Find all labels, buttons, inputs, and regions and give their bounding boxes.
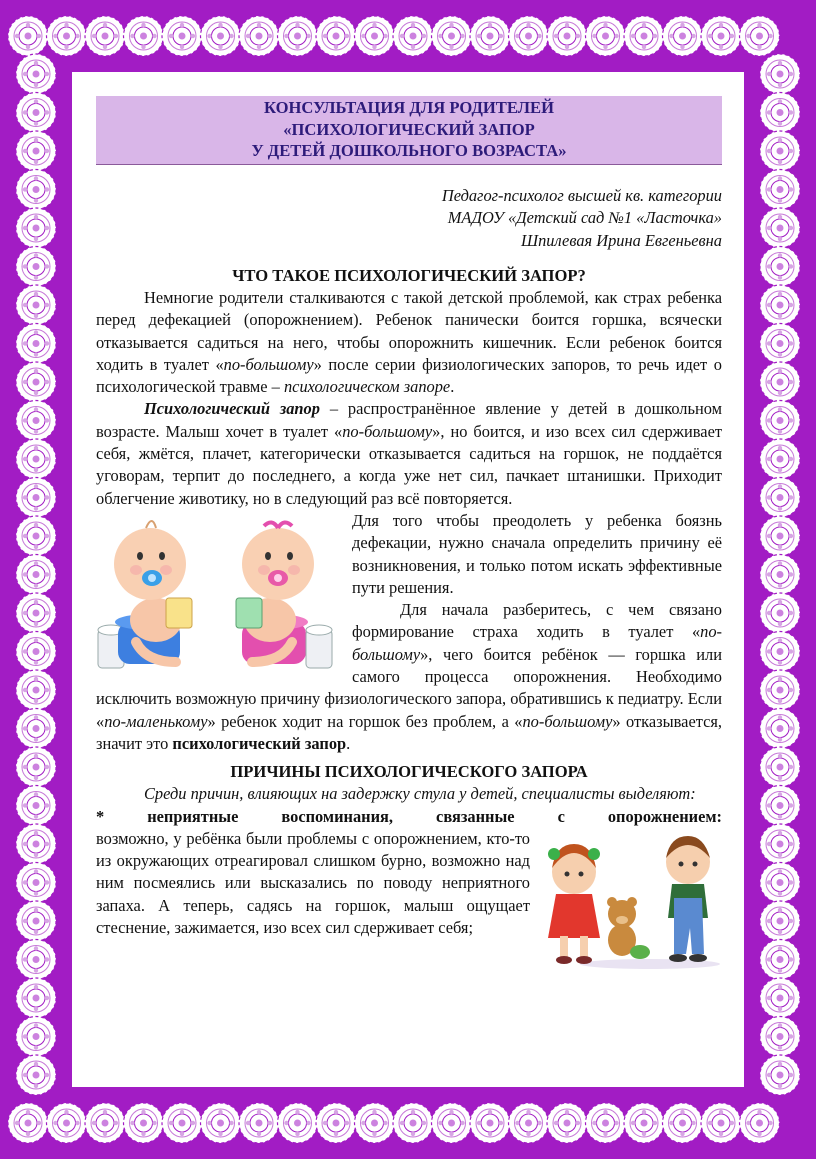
paragraph-overcome: Для того чтобы преодолеть у ребенка боязнь дефекации, нужно сначала определить причину её возникновения, и только потом искать эффективные пути решения. — [352, 510, 722, 597]
lace-flower — [16, 170, 56, 210]
lace-flower — [16, 324, 56, 364]
text-span: Немногие родители сталкиваются с такой детской проблемой, как страх ребенка перед дефекацией (опорожнением). Ребенок панически боится горшка, всячески отказывается садиться на него, чтобы опорожнить кишечник. Если ребенок боится ходить в туалет « — [96, 288, 722, 374]
lace-flower — [16, 1017, 56, 1057]
lace-flower — [760, 863, 800, 903]
kids-with-teddy-illustration — [540, 832, 722, 972]
bold-term: психологический запор — [172, 733, 347, 753]
lace-flower — [760, 786, 800, 826]
text-span: » после серии физиологических запоров, то речь идет о психологической травме – — [96, 354, 722, 397]
lace-flower — [16, 1055, 56, 1095]
lace-flower — [509, 16, 549, 56]
lace-flower — [16, 593, 56, 633]
lace-flower — [470, 16, 510, 56]
lace-flower — [663, 1103, 703, 1143]
lace-flower — [16, 747, 56, 787]
lace-flower — [16, 362, 56, 402]
lace-flower — [760, 709, 800, 749]
lace-flower — [760, 940, 800, 980]
title-line-2: «ПСИХОЛОГИЧЕСКИЙ ЗАПОР — [283, 119, 535, 139]
text-span: », чего боится ребёнок — горшка или самого процесса опорожнения. Необходимо исключить возможную причину физиологического запора, обратившись к педиатру. Если « — [96, 644, 722, 731]
author-organization: МАДОУ «Детский сад №1 «Ласточка» — [447, 208, 722, 227]
paragraph-definition — [96, 398, 722, 509]
title-line-1: КОНСУЛЬТАЦИЯ ДЛЯ РОДИТЕЛЕЙ — [263, 98, 555, 117]
lace-flower — [760, 478, 800, 518]
lace-flower — [16, 516, 56, 556]
lace-flower — [47, 16, 87, 56]
text-span: » отказывается, значит это — [96, 711, 722, 753]
text-span: Для начала разберитесь, с чем связано формирование страха ходить в туалет « — [352, 600, 722, 642]
text-span: – распространённое явление у детей в дошкольном возрасте. Малыш хочет в туалет « — [96, 399, 722, 441]
lace-flower — [16, 208, 56, 248]
bold-italic-term: Психологический запор — [144, 399, 320, 419]
lace-flower — [201, 1103, 241, 1143]
lace-flower — [740, 16, 780, 56]
lace-flower — [16, 824, 56, 864]
lace-flower — [162, 1103, 202, 1143]
lace-flower — [586, 16, 626, 56]
lace-flower — [278, 1103, 318, 1143]
section-heading-causes: ПРИЧИНЫ ПСИХОЛОГИЧЕСКОГО ЗАПОРА — [230, 762, 588, 782]
cause-item-title: * неприятные воспоминания, связанные с опорожнением: — [96, 806, 722, 826]
title-block — [96, 96, 722, 165]
italic-term: по-большому — [522, 711, 613, 731]
lace-flower — [201, 16, 241, 56]
lace-flower — [16, 978, 56, 1018]
lace-flower — [16, 709, 56, 749]
author-name: Шпилевая Ирина Евгеньевна — [521, 230, 722, 250]
lace-flower — [509, 1103, 549, 1143]
lace-flower — [760, 93, 800, 133]
lace-flower — [16, 478, 56, 518]
lace-flower — [355, 1103, 395, 1143]
lace-flower — [740, 1103, 780, 1143]
cause-item-description: возможно, у ребёнка были проблемы с опорожнением, кто-то из окружающих отреагировал слишком бурно, возможно над ним посмеялись или высказались по поводу неприятного запаха. А теперь, садясь на горшок, малыш ощущает стеснение, зажимается, изо всех сил сдерживает себя; — [96, 828, 530, 938]
lace-flower — [162, 16, 202, 56]
lace-flower — [760, 324, 800, 364]
lace-flower — [547, 1103, 587, 1143]
document-content — [96, 96, 722, 972]
text-span: . — [450, 377, 455, 397]
lace-flower — [432, 16, 472, 56]
lace-flower — [16, 247, 56, 287]
lace-flower — [760, 555, 800, 595]
lace-flower — [316, 16, 356, 56]
lace-flower — [124, 16, 164, 56]
lace-flower — [278, 16, 318, 56]
lace-flower — [701, 1103, 741, 1143]
lace-flower — [760, 1055, 800, 1095]
lace-flower — [760, 439, 800, 479]
lace-flower — [547, 16, 587, 56]
italic-term: по-маленькому — [104, 711, 208, 731]
text-span: » ребенок ходит на горшок без проблем, а « — [207, 711, 523, 731]
lace-flower — [432, 1103, 472, 1143]
paragraph-causes-intro: Среди причин, влияющих на задержку стула у детей, специалисты выделяют: — [144, 784, 696, 804]
lace-flower — [760, 401, 800, 441]
author-position: Педагог-психолог высшей кв. категории — [441, 185, 722, 205]
lace-flower — [760, 208, 800, 248]
lace-flower — [16, 555, 56, 595]
lace-flower — [393, 16, 433, 56]
babies-on-potties-illustration — [96, 512, 340, 672]
lace-flower — [760, 593, 800, 633]
lace-flower — [760, 247, 800, 287]
lace-flower — [16, 786, 56, 826]
lace-flower — [760, 362, 800, 402]
lace-flower — [586, 1103, 626, 1143]
author-block — [96, 185, 722, 253]
italic-term: по-большому — [352, 622, 722, 664]
lace-flower — [760, 824, 800, 864]
lace-flower — [85, 1103, 125, 1143]
lace-flower — [760, 170, 800, 210]
lace-flower — [124, 1103, 164, 1143]
lace-flower — [16, 670, 56, 710]
lace-flower — [760, 131, 800, 171]
lace-flower — [316, 1103, 356, 1143]
lace-flower — [760, 1017, 800, 1057]
lace-flower — [760, 747, 800, 787]
lace-flower — [47, 1103, 87, 1143]
italic-term: психологическом запоре — [283, 377, 451, 397]
lace-flower — [239, 1103, 279, 1143]
text-span: . — [346, 733, 351, 753]
lace-flower — [760, 54, 800, 94]
lace-flower — [624, 16, 664, 56]
lace-flower — [760, 632, 800, 672]
lace-flower — [16, 401, 56, 441]
lace-flower — [393, 1103, 433, 1143]
italic-term: по-большому — [223, 354, 314, 374]
lace-flower — [16, 439, 56, 479]
italic-term: по-большому — [342, 421, 433, 441]
lace-flower — [16, 54, 56, 94]
text-span: », но боится, и изо всех сил сдерживает себя, жмётся, плачет, категорически отказывается садиться на горшок, не поддаётся уговорам, терпит до последнего, а когда уже нет сил, пачкает штанишки. Приходит облегчение животику, но в следующий раз всё повторяется. — [96, 421, 723, 508]
lace-flower — [760, 670, 800, 710]
lace-flower — [8, 16, 48, 56]
lace-flower — [663, 16, 703, 56]
lace-flower — [470, 1103, 510, 1143]
lace-flower — [16, 285, 56, 325]
lace-flower — [8, 1103, 48, 1143]
section-heading-what-is: ЧТО ТАКОЕ ПСИХОЛОГИЧЕСКИЙ ЗАПОР? — [232, 266, 586, 285]
lace-flower — [760, 901, 800, 941]
title-line-3: У ДЕТЕЙ ДОШКОЛЬНОГО ВОЗРАСТА» — [251, 141, 567, 160]
lace-flower — [624, 1103, 664, 1143]
lace-flower — [16, 863, 56, 903]
lace-flower — [16, 131, 56, 171]
lace-flower — [85, 16, 125, 56]
lace-flower — [355, 16, 395, 56]
lace-flower — [16, 93, 56, 133]
lace-flower — [760, 516, 800, 556]
lace-flower — [760, 978, 800, 1018]
paragraph-intro — [96, 287, 722, 398]
lace-flower — [760, 285, 800, 325]
lace-flower — [16, 901, 56, 941]
lace-flower — [239, 16, 279, 56]
lace-flower — [701, 16, 741, 56]
lace-flower — [16, 632, 56, 672]
lace-flower — [16, 940, 56, 980]
